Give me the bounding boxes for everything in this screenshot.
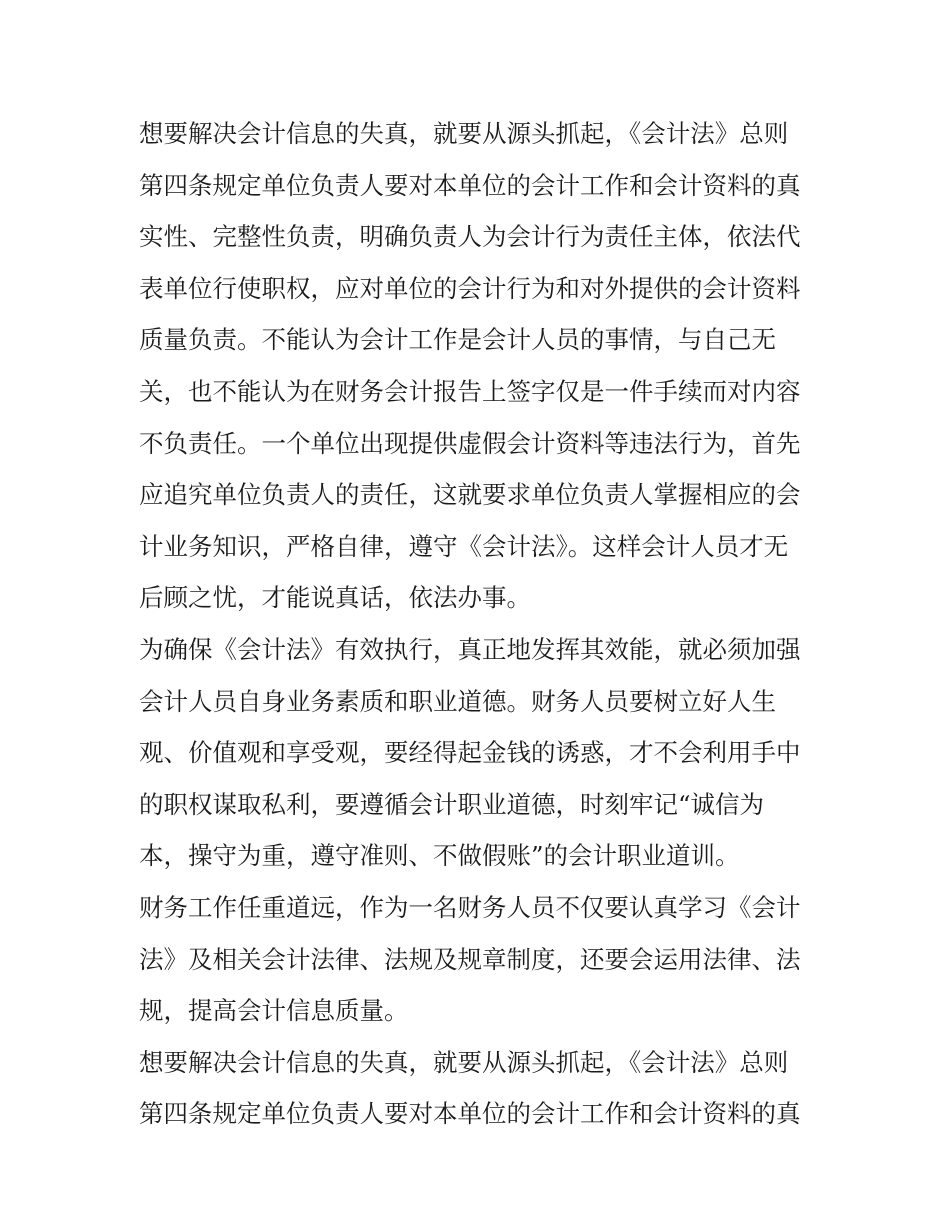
text-line: 观、价值观和享受观，要经得起金钱的诱惑，才不会利用手中 (139, 738, 801, 768)
text-line: 关，也不能认为在财务会计报告上签字仅是一件手续而对内容 (139, 376, 801, 406)
document-body (139, 108, 829, 1140)
text-line: 想要解决会计信息的失真，就要从源头抓起，《会计法》总则 (139, 1047, 789, 1077)
text-line: 应追究单位负责人的责任，这就要求单位负责人掌握相应的会 (139, 480, 801, 510)
text-line: 本，操守为重，遵守准则、不做假账”的会计职业道训。 (139, 841, 740, 871)
text-line: 财务工作任重道远，作为一名财务人员不仅要认真学习《会计 (139, 892, 801, 922)
text-line: 为确保《会计法》有效执行，真正地发挥其效能，就必须加强 (139, 634, 801, 664)
text-line: 第四条规定单位负责人要对本单位的会计工作和会计资料的真 (139, 170, 801, 200)
text-line: 计业务知识，严格自律，遵守《会计法》。这样会计人员才无 (139, 531, 789, 561)
text-line: 想要解决会计信息的失真，就要从源头抓起，《会计法》总则 (139, 119, 789, 148)
text-line: 法》及相关会计法律、法规及规章制度，还要会运用法律、法 (139, 944, 801, 974)
text-line: 规，提高会计信息质量。 (139, 996, 409, 1026)
text-line: 第四条规定单位负责人要对本单位的会计工作和会计资料的真 (139, 1099, 801, 1129)
text-line: 表单位行使职权，应对单位的会计行为和对外提供的会计资料 (139, 273, 801, 303)
text-line: 会计人员自身业务素质和职业道德。财务人员要树立好人生 (139, 686, 776, 716)
text-line: 的职权谋取私利，要遵循会计职业道德，时刻牢记“诚信为 (139, 789, 765, 819)
text-line: 质量负责。不能认为会计工作是会计人员的事情，与自己无 (139, 325, 776, 355)
text-line: 不负责任。一个单位出现提供虚假会计资料等违法行为，首先 (139, 428, 801, 458)
text-line: 后顾之忧，才能说真话，依法办事。 (139, 583, 531, 613)
text-line: 实性、完整性负责，明确负责人为会计行为责任主体，依法代 (139, 222, 801, 252)
